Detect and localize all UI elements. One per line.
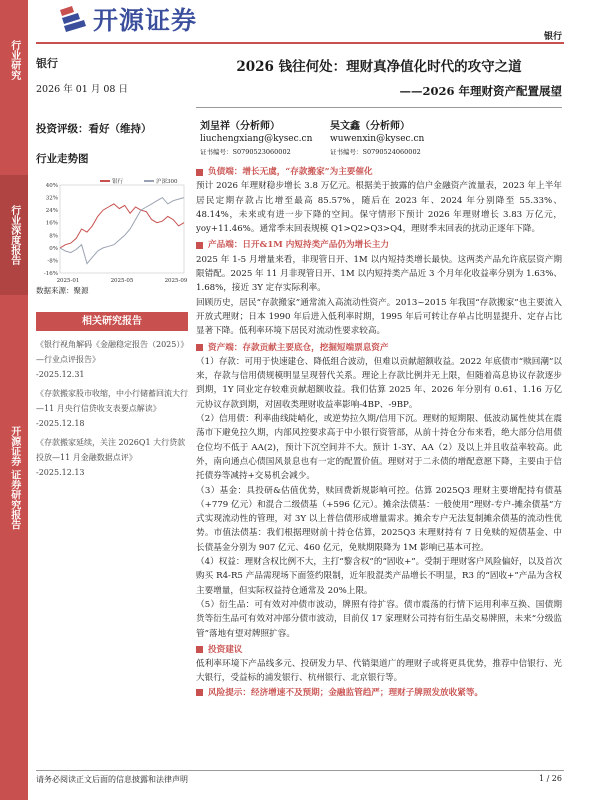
brand-logo (56, 2, 197, 36)
trend-chart (36, 175, 188, 290)
logo-mark-icon (56, 4, 88, 34)
report-body (196, 165, 562, 700)
bullet-icon (196, 242, 203, 249)
sidebar (0, 0, 28, 800)
paragraph: （2）信用债：利率曲线陡峭化，或逆势拉久期/信用下沉。理财的短期限、低波动属性使其在震荡市下避免拉久期，内部风控要求高于中小银行资管部，从前十持仓分布来看，绝大部分信用债仓位均不低于 AA(2)，预计下沉空间并不大。预计 1-3Y、AA（2）及以上并且收益率较高。此外，南向通点心债国风景息也有一定的配置价值。理财对于二永债的增配意愿下降，主要由于信托债券等减持+交易机会减少。 (196, 414, 562, 482)
section-heading (196, 238, 562, 252)
related-report-date: -2025.12.31 (36, 370, 85, 379)
sidebar-label-research: 行业研究 (8, 40, 20, 80)
report-header (196, 55, 562, 108)
section-heading (196, 341, 562, 355)
legend-label: 沪深300 (156, 179, 178, 185)
report-date: 2026 年 01 月 08 日 (36, 84, 128, 95)
section-heading (196, 165, 562, 179)
footer-rule (36, 770, 564, 771)
logo-text: 开源证券 (93, 6, 198, 35)
section-heading-text: 资产端：存款贡献主要底仓，挖掘短端票息资产 (208, 342, 389, 353)
bullet-icon (196, 689, 203, 696)
section-heading-text: 投资建议 (208, 644, 243, 655)
author-card (330, 120, 424, 159)
y-tick-label: 0% (49, 245, 58, 252)
x-tick-label: 2025-05 (110, 278, 134, 284)
y-tick-label: 8% (49, 233, 58, 240)
author-cert: 证书编号：S0790524060002 (330, 148, 421, 156)
related-report-title[interactable]: 《银行视角解码《金融稳定报告（2025）》—行业点评报告》 (36, 340, 185, 364)
sidebar-label-report-type: 行业深度报告 (0, 175, 28, 295)
bullet-icon (196, 169, 203, 176)
related-report-item[interactable] (36, 435, 188, 480)
rating-label: 投资评级：看好（维持） (36, 123, 152, 135)
author-name: 刘呈祥（分析师） (200, 121, 280, 132)
section-heading (196, 643, 562, 657)
related-report-date: -2025.12.13 (36, 468, 85, 477)
paragraph: （5）衍生品：可有效对冲债市波动，牌照有待扩容。债市震荡的行情下运用利率互换、国债期货等衍生品可有效对冲部分债市波动，目前仅 17 家理财公司持有衍生品交易牌照，未来“分级监管”落地有望对牌照扩容。 (196, 599, 562, 639)
author-name: 吴文鑫（分析师） (330, 121, 410, 132)
y-tick-label: -16% (43, 271, 58, 277)
trend-title: 行业走势图 (36, 153, 89, 165)
section-heading (196, 686, 562, 700)
bullet-icon (196, 344, 203, 351)
paragraph: 低利率环境下产品线多元、投研发力早、代销渠道广的理财子或将更具优势，推荐中信银行、光大银行，受益标的浦发银行、杭州银行、北京银行等。 (196, 659, 562, 684)
legend-label: 银行 (112, 179, 124, 185)
header-rule (36, 42, 564, 44)
paragraph: （4）权益：理财含权比例不大，主打“黎含权”的“固收+”。受制于理财客户风险偏好，以及首次购买 R4-R5 产品需现场下面签约限制，近年股混类产品增长不明显，R3 的“固收+”产品为含权主要增量，但实际权益持仓通常及 20%上限。 (196, 557, 562, 596)
paragraph: 预计 2026 年理财稳步增长 3.8 万亿元。根据美于披露的信户金融资产流量表，2023 年上半年居民定期存款占比增至最高 85.57%，随后在 2023 年、2024 年分别降至 55.33%、48.14%，未来或有进一步下降的空间。保守情形下预计 2026 年理财增长 3.83 万亿元，yoy+11.46%。通常季末回表规模 Q1>Q2>Q3>Q4，理财季末回表的扰动正逐年下降。 (196, 181, 562, 235)
meta-column (36, 55, 188, 165)
industry-label: 银行 (36, 57, 58, 70)
paragraph: （1）存款：可用于快速建仓、降低组合波动，但难以贡献超额收益。2022 年底债市“赎回潮”以来，存款与信用债规模明显呈现替代关系。理论上存款比例并无上限，但随着高息协议存款逐步到期，1Y 同业定存较难贡献超额收益。我们估算 2025 年、2026 年分别有 0.61、1.16 万亿元协议存款到期，对固收类理财收益率影响-4BP、-9BP。 (196, 356, 562, 410)
related-report-item[interactable] (36, 337, 188, 382)
risk-warning: 风险提示：经济增速不及预期；金融监管趋严；理财子牌照发放收紧等。 (208, 687, 484, 698)
paragraph: 回顾历史，居民“存款搬家”通常流入高流动性资产。2013~2015 年我国“存款搬家”也主要流入开放式理财；日本 1990 年后进入低利率时期，1995 年后可转让存单占比明显提升、定存占比显著下降。低利率环境下居民对流动性要求较高。 (196, 297, 562, 337)
y-tick-label: 24% (45, 208, 58, 215)
section-heading-text: 负债端：增长无虞，“存款搬家”为主要催化 (208, 167, 373, 177)
related-report-title[interactable]: 《存款搬家延续，关注 2026Q1 大行贷款投放—11 月金融数据点评》 (36, 438, 186, 462)
author-card (200, 120, 312, 159)
authors (200, 120, 566, 165)
related-report-title[interactable]: 《存款搬家股市收缩，中小行储蓄回流大行—11 月央行信贷收支表要点解读》 (36, 389, 188, 413)
bullet-icon (196, 646, 203, 653)
report-title: 2026 钱往何处：理财真净值化时代的攻守之道 (236, 59, 522, 75)
header-tag: 银行 (543, 32, 562, 42)
chart-source: 数据来源：聚源 (36, 286, 89, 295)
author-cert: 证书编号：S0790523060002 (200, 148, 291, 156)
title-rule (196, 107, 562, 108)
x-tick-label: 2025-01 (56, 278, 80, 284)
x-tick-label: 2025-09 (164, 278, 188, 284)
sidebar-label-brand: 开源证券 证券研究报告 (8, 426, 20, 530)
plot-frame (60, 185, 184, 273)
related-report-item[interactable] (36, 386, 188, 431)
y-tick-label: 16% (45, 220, 58, 227)
author-email[interactable]: wuwenxin@kysec.cn (330, 134, 425, 144)
y-tick-label: 40% (45, 183, 58, 189)
related-reports-header: 相关研究报告 (36, 312, 188, 331)
author-email[interactable]: liuchengxiang@kysec.cn (200, 134, 313, 144)
y-tick-label: 32% (45, 195, 58, 202)
paragraph: 2025 年 1-5 月增量来看，非现管日开、1M 以内短持类增长最快。这两类产品允许底层资产期限错配。2025 年 11 月非现管日开、1M 以内短持类产品近 3 个月年化收益率分别为 1.63%、1.68%，接近 3Y 定存实际利率。 (196, 254, 562, 294)
page-number: 1 / 26 (538, 774, 562, 783)
section-heading-text: 产品端：日开&1M 内短持类产品仍为增长主力 (208, 240, 389, 251)
related-reports-list (36, 337, 188, 484)
series-line (60, 204, 184, 248)
y-tick-label: -8% (47, 258, 58, 265)
related-report-date: -2025.12.18 (36, 419, 85, 428)
paragraph: （3）基金：具投研&估值优势，赎回费新规影响可控。估算 2025Q3 理财主要增配持有债基（+779 亿元）和混合二级债基（+596 亿元）。摊余法债基：一般使用“理财-专户-摊余债基”方式实现流动性的管理，对 3Y 以上普信债形成增量需求。摊余专户无法复制摊余债基的流动性优势。市值法债基：我们根据理财前十持仓估算，2025Q3 末理财持有 7 日免赎的短债基金、中长债基金分别为 907 亿元、460 亿元，免赎期限降为 1M 影响已基本可控。 (196, 485, 562, 553)
footer-disclaimer: 请务必阅读正文后面的信息披露和法律声明 (36, 775, 188, 784)
report-subtitle: ——2026 年理财资产配置展望 (399, 84, 562, 98)
